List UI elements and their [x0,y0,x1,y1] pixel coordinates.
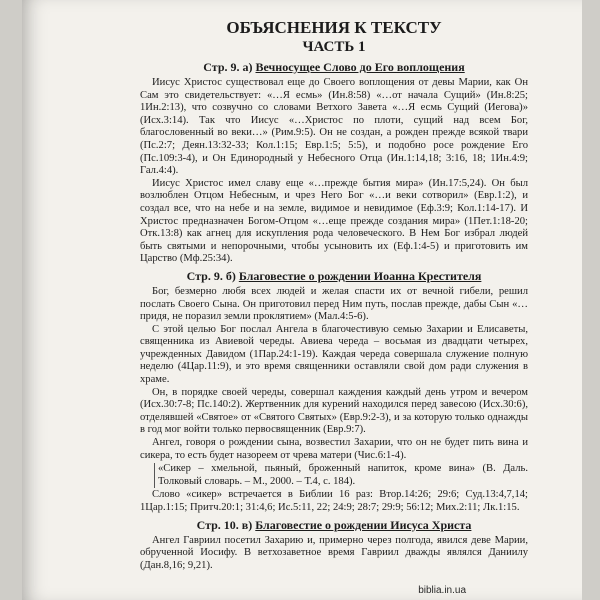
part-title: ЧАСТЬ 1 [302,39,366,55]
paragraph: Иисус Христос существовал еще до Своего воплощения от девы Марии, как Он Сам это свидетельствует: «…Я есмь» (Ин.8:58) «…от начала Сущий» (Ин.8:25; 1Ин.2:13), что созвучно со словами Ветхого Завета «…Я есмь Сущий (Иегова)» (Исх.3:14). Так что Иисус «…Христос по плоти, сущий над всем Бог, благословенный во веки…» (Рим.9:5). Он не создан, а рожден прежде всякой твари (Пс.2:7; Деян.13:32-33; Кол.1:15; Евр.1:5; 5:5), и подобно росе рождение Его (Пс.109:3-4), и Он Единородный у Небесного Отца (Ин.1:14,18; 3:16, 18; 1Ин.4:9; Гал.4:4). [140,77,528,177]
section-title: Благовестие о рождении Иисуса Христа [255,517,472,532]
dictionary-quote: «Сикер – хмельной, пьяный, броженный напиток, кроме вина» (В. Даль. Толковый словарь. – М., 2000. – Т.4, с. 184). [154,463,528,488]
section-heading-b [140,269,528,284]
watermark: biblia.in.ua [418,585,466,596]
section-title: Вечносущее Слово до Его воплощения [255,60,465,74]
section-prefix: Стр. 9. а) [203,60,256,74]
section-heading-a [140,60,528,75]
book-page [22,0,582,600]
paragraph: Слово «сикер» встречается в Библии 16 раз: Втор.14:26; 29:6; Суд.13:4,7,14; 1Цар.1:15; Притч.20:1; 31:4,6; Ис.5:11, 22; 24:9; 28:7; 29:9; 56:12; Мих.2:11; Лк.1:15. [140,489,528,513]
section-prefix: Стр. 10. в) [196,517,256,532]
paragraph: С этой целью Бог послал Ангела в благочестивую семью Захарии и Елисаветы, священника из Авиевой череды. Авиева череда – восьмая из двадцати четырех, учрежденных Давидом (1Пар.24:1-19). Каждая череда совершала служение полную неделю (4Цар.11:9), и это время священники оставляли свой дом ради служения в храме. [140,323,528,386]
paragraph: Ангел Гавриил посетил Захарию и, примерно через полгода, явился деве Марии, обрученной Иосифу. В ветхозаветное время Гавриил дважды являлся Даниилу (Дан.8,16; 9,21). [140,534,528,571]
section-prefix: Стр. 9. б) [186,268,239,283]
section-heading-c [140,518,528,533]
paragraph: Бог, безмерно любя всех людей и желая спасти их от вечной гибели, решил послать Своего Сына. Он приготовил перед Ним путь, послав прежде, дабы Сын «…придя, не поразил земли проклятием» (Мал.4:5-6). [140,285,528,323]
paragraph: Иисус Христос имел славу еще «…прежде бытия мира» (Ин.17:5,24). Он был возлюблен Отцом Небесным, и чрез Него Бог «…и веки сотворил» (Евр.1:2), и создал все, что на небе и на земле, видимое и невидимое (Еф.3:9; Кол.1:14-17). И Христос предназначен Богом-Отцом «…еще прежде создания мира» (1Пет.1:18-20; Отк.13:8) как агнец для искупления рода человеческого. В Нем Бог избрал людей быть святыми и непорочными, чтобы усыновить их (Еф.1:4-5) и приготовить им Царство (Мф.25:34). [140,177,528,265]
paragraph: Он, в порядке своей череды, совершал каждения каждый день утром и вечером (Исх.30:7-8; Пс.140:2). Жертвенник для курений находился перед завесою (Исх.30:6), отделявшей «Святое» от «Святого Святых» (Евр.9:2-3), и за которую только однажды в год мог войти только первосвященник (Евр.9:7). [140,386,528,436]
page-content [140,14,528,572]
page-title: ОБЪЯСНЕНИЯ К ТЕКСТУ [226,18,442,37]
paragraph: Ангел, говоря о рождении сына, возвестил Захарии, что он не будет пить вина и сикера, то есть будет назореем от чрева матери (Чис.6:1-4). [140,437,528,461]
section-title: Благовестие о рождении Иоанна Крестителя [238,268,482,283]
